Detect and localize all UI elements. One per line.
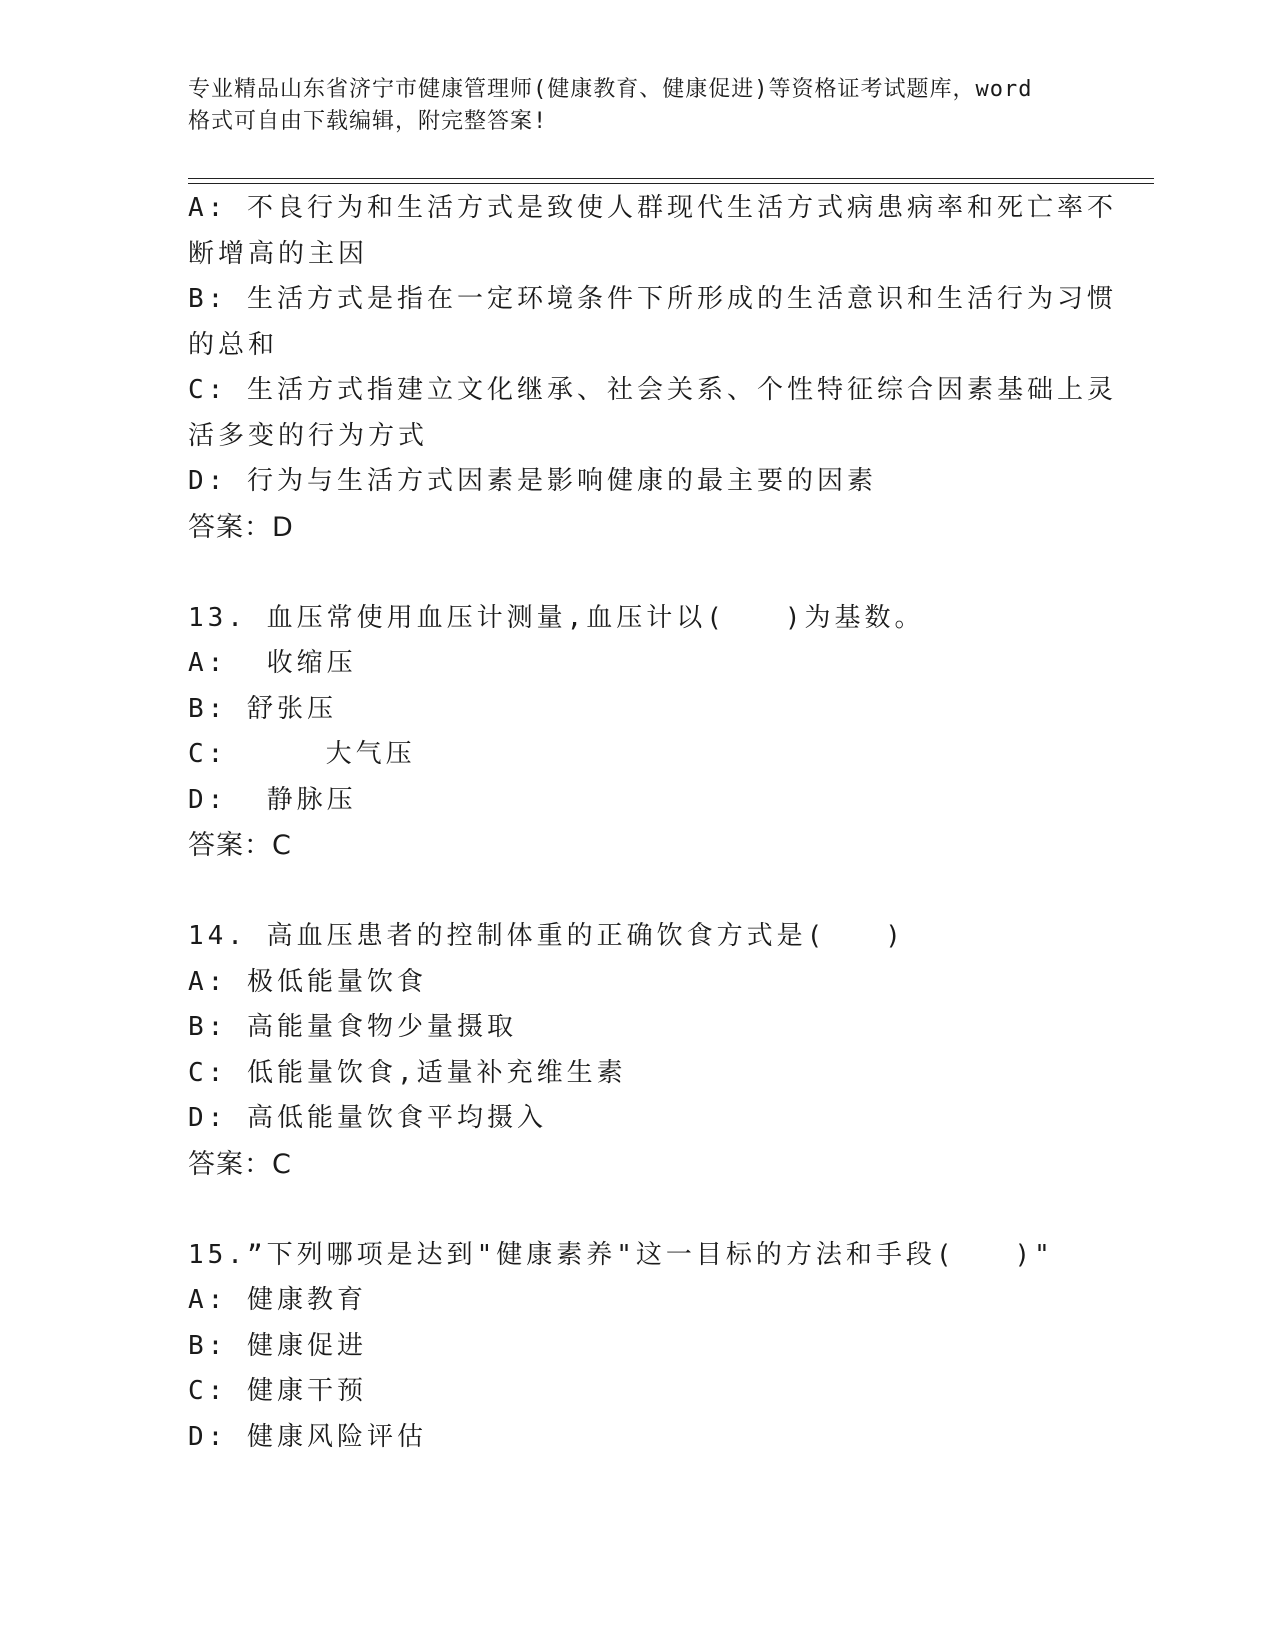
option-line: D: 健康风险评估 <box>188 1421 427 1452</box>
option-line: 的总和 <box>188 329 279 360</box>
header-divider-top <box>188 178 1154 179</box>
option-line: C: 大气压 <box>188 739 416 769</box>
option-line: D: 高低能量饮食平均摄入 <box>188 1103 547 1133</box>
option-line: B: 健康促进 <box>188 1330 367 1361</box>
question-stem: 14. 高血压患者的控制体重的正确饮食方式是( ) <box>188 921 905 951</box>
option-line: 活多变的行为方式 <box>188 420 429 451</box>
option-line: C: 健康干预 <box>188 1376 367 1406</box>
question-stem: 13. 血压常使用血压计测量,血压计以( )为基数。 <box>188 602 925 633</box>
question-stem: 15.”下列哪项是达到"健康素养"这一目标的方法和手段( )" <box>188 1239 1054 1270</box>
answer-line: 答案：D <box>188 511 294 543</box>
option-line: B: 高能量食物少量摄取 <box>188 1012 517 1042</box>
header-line-2: 格式可自由下载编辑，附完整答案! <box>188 109 548 134</box>
header-line-1: 专业精品山东省济宁市健康管理师(健康教育、健康促进)等资格证考试题库，word <box>188 77 1033 102</box>
option-line: A: 极低能量饮食 <box>188 966 427 997</box>
option-line: C: 低能量饮食,适量补充维生素 <box>188 1057 627 1088</box>
answer-line: 答案：C <box>188 1148 292 1180</box>
document-header <box>188 74 1088 138</box>
option-line: C: 生活方式指建立文化继承、社会关系、个性特征综合因素基础上灵 <box>188 375 1117 405</box>
option-line: D: 静脉压 <box>188 784 357 815</box>
option-line: B: 生活方式是指在一定环境条件下所形成的生活意识和生活行为习惯 <box>188 284 1117 314</box>
option-line: A: 健康教育 <box>188 1285 367 1315</box>
question-content <box>188 186 1117 1460</box>
header-divider-bottom <box>188 183 1154 184</box>
option-line: D: 行为与生活方式因素是影响健康的最主要的因素 <box>188 466 877 496</box>
answer-line: 答案：C <box>188 830 292 861</box>
option-line: B: 舒张压 <box>188 693 337 724</box>
option-line: 断增高的主因 <box>188 238 369 269</box>
option-line: A: 收缩压 <box>188 648 357 678</box>
option-line: A: 不良行为和生活方式是致使人群现代生活方式病患病率和死亡率不 <box>188 193 1117 223</box>
